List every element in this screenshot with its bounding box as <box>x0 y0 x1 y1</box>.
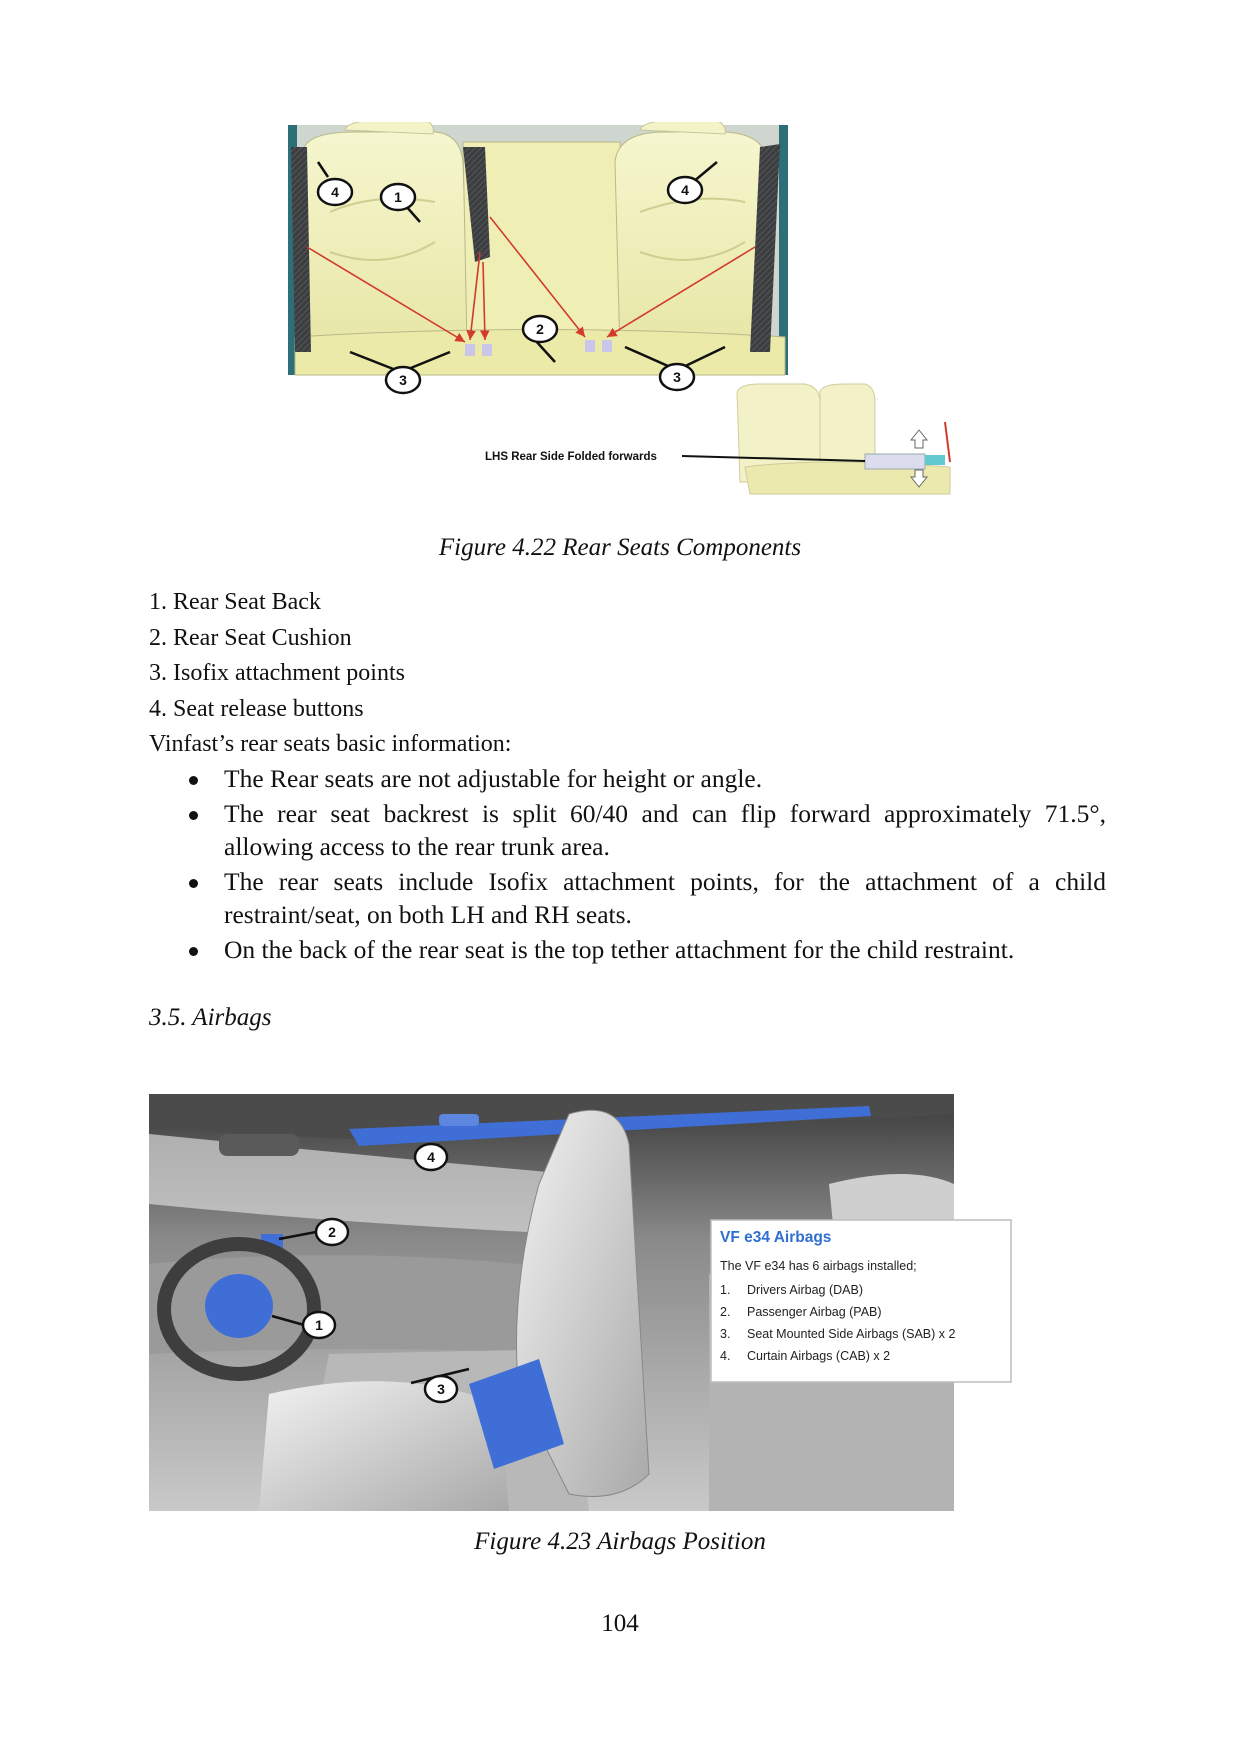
callout-1 <box>303 1312 335 1338</box>
intro-text: Vinfast’s rear seats basic information: <box>149 731 512 757</box>
info-box-title: VF e34 Airbags <box>720 1229 832 1246</box>
svg-text:3: 3 <box>399 372 407 388</box>
svg-text:2: 2 <box>536 321 544 337</box>
list-item: 3. Isofix attachment points <box>149 660 405 686</box>
callout-3 <box>425 1376 457 1402</box>
components-list <box>149 585 511 763</box>
info-box-item: Drivers Airbag (DAB) <box>747 1283 863 1297</box>
airbags-info-box <box>711 1220 1011 1382</box>
callout-3-left <box>386 367 420 393</box>
svg-text:4.: 4. <box>720 1349 731 1363</box>
svg-text:1: 1 <box>394 189 402 205</box>
folded-seat-inset <box>485 384 950 494</box>
callout-1 <box>381 184 415 210</box>
bullet-item: The Rear seats are not adjustable for height or angle. <box>149 762 1106 796</box>
info-box-subtitle: The VF e34 has 6 airbags installed; <box>720 1259 917 1273</box>
callout-4 <box>415 1144 447 1170</box>
rear-seat-bullets <box>149 762 1106 967</box>
svg-text:3: 3 <box>673 369 681 385</box>
svg-text:2: 2 <box>328 1224 336 1240</box>
callout-2 <box>523 316 557 342</box>
section-heading: 3.5. Airbags <box>149 1004 272 1031</box>
rear-seats-figure <box>285 122 965 497</box>
list-item: 1. Rear Seat Back <box>149 589 321 615</box>
callout-4-right <box>668 177 702 203</box>
svg-text:1: 1 <box>315 1317 323 1333</box>
info-box-item: Seat Mounted Side Airbags (SAB) x 2 <box>747 1327 956 1341</box>
list-item: 4. Seat release buttons <box>149 695 364 722</box>
bullet-item: On the back of the rear seat is the top tether attachment for the child restraint. <box>149 933 1106 967</box>
callout-2 <box>316 1219 348 1245</box>
callout-3-right <box>660 364 694 390</box>
info-box-item: Curtain Airbags (CAB) x 2 <box>747 1349 891 1363</box>
svg-text:4: 4 <box>331 184 339 200</box>
list-item: 2. Rear Seat Cushion <box>149 624 352 651</box>
svg-text:3.: 3. <box>720 1327 731 1341</box>
info-box-item: Passenger Airbag (PAB) <box>747 1305 882 1319</box>
svg-text:4: 4 <box>681 182 689 198</box>
bullet-item: The rear seat backrest is split 60/40 and can flip forward approximately 71.5°, allowing access to the rear trunk area. <box>149 797 1106 864</box>
svg-text:1.: 1. <box>720 1283 731 1297</box>
callout-4-left <box>318 179 352 205</box>
figure-caption-1: Figure 4.22 Rear Seats Components <box>438 534 802 561</box>
svg-text:2.: 2. <box>720 1305 731 1319</box>
airbags-figure <box>149 1094 1014 1511</box>
figure-caption-2: Figure 4.23 Airbags Position <box>474 1528 766 1555</box>
inset-label: LHS Rear Side Folded forwards <box>485 451 657 463</box>
svg-text:3: 3 <box>437 1381 445 1397</box>
svg-text:4: 4 <box>427 1149 435 1165</box>
page-number: 104 <box>601 1610 639 1637</box>
bullet-item: The rear seats include Isofix attachment points, for the attachment of a child restraint/seat, on both LH and RH seats. <box>149 865 1106 932</box>
